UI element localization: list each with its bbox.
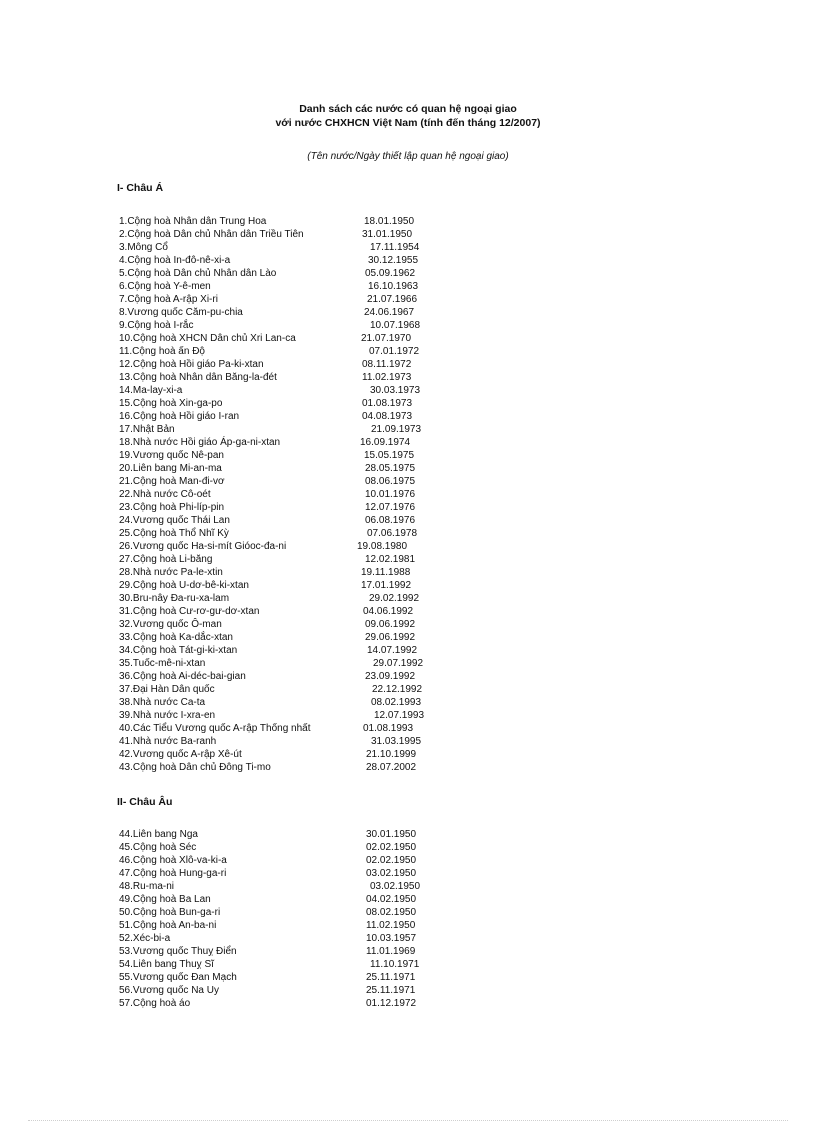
country-name: 10.Cộng hoà XHCN Dân chủ Xri Lan-ca [119,333,296,344]
country-name: 31.Cộng hoà Cư-rơ-gư-dơ-xtan [119,606,260,617]
relation-date: 04.02.1950 [366,894,417,905]
relation-date: 23.09.1992 [365,671,416,682]
relation-date: 10.01.1976 [365,489,416,500]
country-name: 44.Liên bang Nga [119,829,198,840]
country-name: 21.Cộng hoà Man-đi-vơ [119,476,225,487]
document-title-line2: với nước CHXHCN Việt Nam (tính đến tháng 12/2007) [275,117,541,129]
relation-date: 17.11.1954 [370,242,420,253]
relation-date: 29.07.1992 [373,658,424,669]
relation-date: 11.02.1950 [366,920,416,931]
country-name: 56.Vương quốc Na Uy [119,985,219,996]
relation-date: 12.07.1976 [365,502,416,513]
country-name: 22.Nhà nước Cô-oét [119,489,211,500]
relation-date: 28.07.2002 [366,762,417,773]
relation-date: 21.07.1970 [361,333,412,344]
country-name: 11.Cộng hoà ấn Độ [119,346,205,357]
relation-date: 10.03.1957 [366,933,417,944]
relation-date: 12.07.1993 [374,710,425,721]
country-name: 18.Nhà nước Hồi giáo Áp-ga-ni-xtan [119,437,281,448]
document-title-line1: Danh sách các nước có quan hệ ngoại giao [299,103,517,115]
country-name: 45.Cộng hoà Séc [119,842,197,853]
relation-date: 28.05.1975 [365,463,416,474]
relation-date: 07.01.1972 [369,346,420,357]
section-heading-europe: II- Châu Âu [117,796,173,808]
relation-date: 18.01.1950 [364,216,415,227]
country-name: 48.Ru-ma-ni [119,881,175,892]
relation-date: 04.06.1992 [363,606,414,617]
country-name: 40.Các Tiểu Vương quốc A-rập Thống nhất [119,723,311,734]
country-name: 17.Nhật Bản [119,424,175,435]
country-name: 30.Bru-nây Đa-ru-xa-lam [119,593,230,604]
country-name: 12.Cộng hoà Hồi giáo Pa-ki-xtan [119,359,264,370]
country-name: 52.Xéc-bi-a [119,933,171,944]
country-name: 26.Vương quốc Ha-si-mít Gióoc-đa-ni [119,541,287,552]
country-name: 53.Vương quốc Thuỵ Điển [119,946,237,957]
country-name: 47.Cộng hoà Hung-ga-ri [119,868,227,879]
relation-date: 21.09.1973 [371,424,422,435]
relation-date: 02.02.1950 [366,842,417,853]
relation-date: 19.11.1988 [361,567,411,578]
document-subtitle: (Tên nước/Ngày thiết lập quan hệ ngoại giao) [307,151,509,162]
country-name: 43.Cộng hoà Dân chủ Đông Ti-mo [119,762,271,773]
relation-date: 30.12.1955 [368,255,419,266]
country-name: 7.Cộng hoà A-rập Xi-ri [119,294,218,305]
country-name: 49.Cộng hoà Ba Lan [119,894,211,905]
relation-date: 14.07.1992 [367,645,418,656]
relation-date: 25.11.1971 [366,972,416,983]
relation-date: 29.02.1992 [369,593,420,604]
section-heading-asia: I- Châu Á [117,182,164,194]
relation-date: 01.08.1993 [363,723,414,734]
relation-date: 08.11.1972 [362,359,412,370]
country-name: 28.Nhà nước Pa-le-xtin [119,567,223,578]
relation-date: 12.02.1981 [365,554,416,565]
relation-date: 11.01.1969 [366,946,416,957]
relation-date: 16.10.1963 [368,281,419,292]
relation-date: 15.05.1975 [364,450,415,461]
country-name: 1.Cộng hoà Nhân dân Trung Hoa [119,216,267,227]
country-name: 8.Vương quốc Căm-pu-chia [119,307,243,318]
relation-date: 06.08.1976 [365,515,416,526]
country-name: 2.Cộng hoà Dân chủ Nhân dân Triều Tiên [119,229,304,240]
relation-date: 31.01.1950 [362,229,413,240]
relation-date: 08.02.1993 [371,697,422,708]
relation-date: 08.02.1950 [366,907,417,918]
relation-date: 10.07.1968 [370,320,421,331]
country-name: 16.Cộng hoà Hồi giáo I-ran [119,411,240,422]
country-name: 9.Cộng hoà I-rắc [119,320,194,331]
relation-date: 21.07.1966 [367,294,418,305]
relation-date: 03.02.1950 [370,881,421,892]
relation-date: 21.10.1999 [366,749,417,760]
country-name: 4.Cộng hoà In-đô-nê-xi-a [119,255,231,266]
relation-date: 30.01.1950 [366,829,417,840]
country-name: 55.Vương quốc Đan Mạch [119,972,237,983]
country-name: 34.Cộng hoà Tát-gi-ki-xtan [119,645,238,656]
relation-date: 08.06.1975 [365,476,416,487]
country-name: 14.Ma-lay-xi-a [119,385,183,396]
relation-date: 02.02.1950 [366,855,417,866]
relation-date: 31.03.1995 [371,736,422,747]
relation-date: 22.12.1992 [372,684,423,695]
relation-date: 09.06.1992 [365,619,416,630]
country-name: 3.Mông Cổ [119,242,168,253]
relation-date: 03.02.1950 [366,868,417,879]
country-name: 24.Vương quốc Thái Lan [119,515,230,526]
country-name: 35.Tuốc-mê-ni-xtan [119,658,206,669]
country-name: 29.Cộng hoà U-dơ-bê-ki-xtan [119,580,249,591]
relation-date: 01.12.1972 [366,998,417,1009]
relation-date: 17.01.1992 [361,580,412,591]
page-bottom-divider [28,1120,788,1121]
country-name: 46.Cộng hoà Xlô-va-ki-a [119,855,227,866]
relation-date: 19.08.1980 [357,541,408,552]
country-name: 50.Cộng hoà Bun-ga-ri [119,907,221,918]
relation-date: 24.06.1967 [364,307,415,318]
relation-date: 16.09.1974 [360,437,411,448]
country-name: 19.Vương quốc Nê-pan [119,450,224,461]
country-name: 15.Cộng hoà Xin-ga-po [119,398,223,409]
country-name: 54.Liên bang Thuỵ Sĩ [119,959,214,970]
country-name: 33.Cộng hoà Ka-dắc-xtan [119,632,233,643]
relation-date: 11.10.1971 [370,959,420,970]
country-name: 37.Đại Hàn Dân quốc [119,684,215,695]
country-name: 38.Nhà nước Ca-ta [119,697,206,708]
relation-date: 30.03.1973 [370,385,421,396]
relation-date: 07.06.1978 [367,528,418,539]
relation-date: 04.08.1973 [362,411,413,422]
country-name: 25.Cộng hoà Thổ Nhĩ Kỳ [119,528,229,539]
relation-date: 11.02.1973 [362,372,412,383]
country-name: 36.Cộng hoà Ai-déc-bai-gian [119,671,246,682]
relation-date: 01.08.1973 [362,398,413,409]
relation-date: 29.06.1992 [365,632,416,643]
country-name: 42.Vương quốc A-rập Xê-út [119,749,242,760]
country-name: 6.Cộng hoà Y-ê-men [119,281,211,292]
country-name: 20.Liên bang Mi-an-ma [119,463,222,474]
country-name: 5.Cộng hoà Dân chủ Nhân dân Lào [119,268,277,279]
relation-date: 25.11.1971 [366,985,416,996]
country-name: 41.Nhà nước Ba-ranh [119,736,217,747]
country-name: 39.Nhà nước I-xra-en [119,710,216,721]
country-name: 57.Cộng hoà áo [119,998,191,1009]
country-name: 27.Cộng hoà Li-băng [119,554,213,565]
country-name: 23.Cộng hoà Phi-líp-pin [119,502,225,513]
country-name: 51.Cộng hoà An-ba-ni [119,920,217,931]
relation-date: 05.09.1962 [365,268,416,279]
country-name: 13.Cộng hoà Nhân dân Băng-la-đét [119,372,277,383]
country-name: 32.Vương quốc Ô-man [119,619,222,630]
